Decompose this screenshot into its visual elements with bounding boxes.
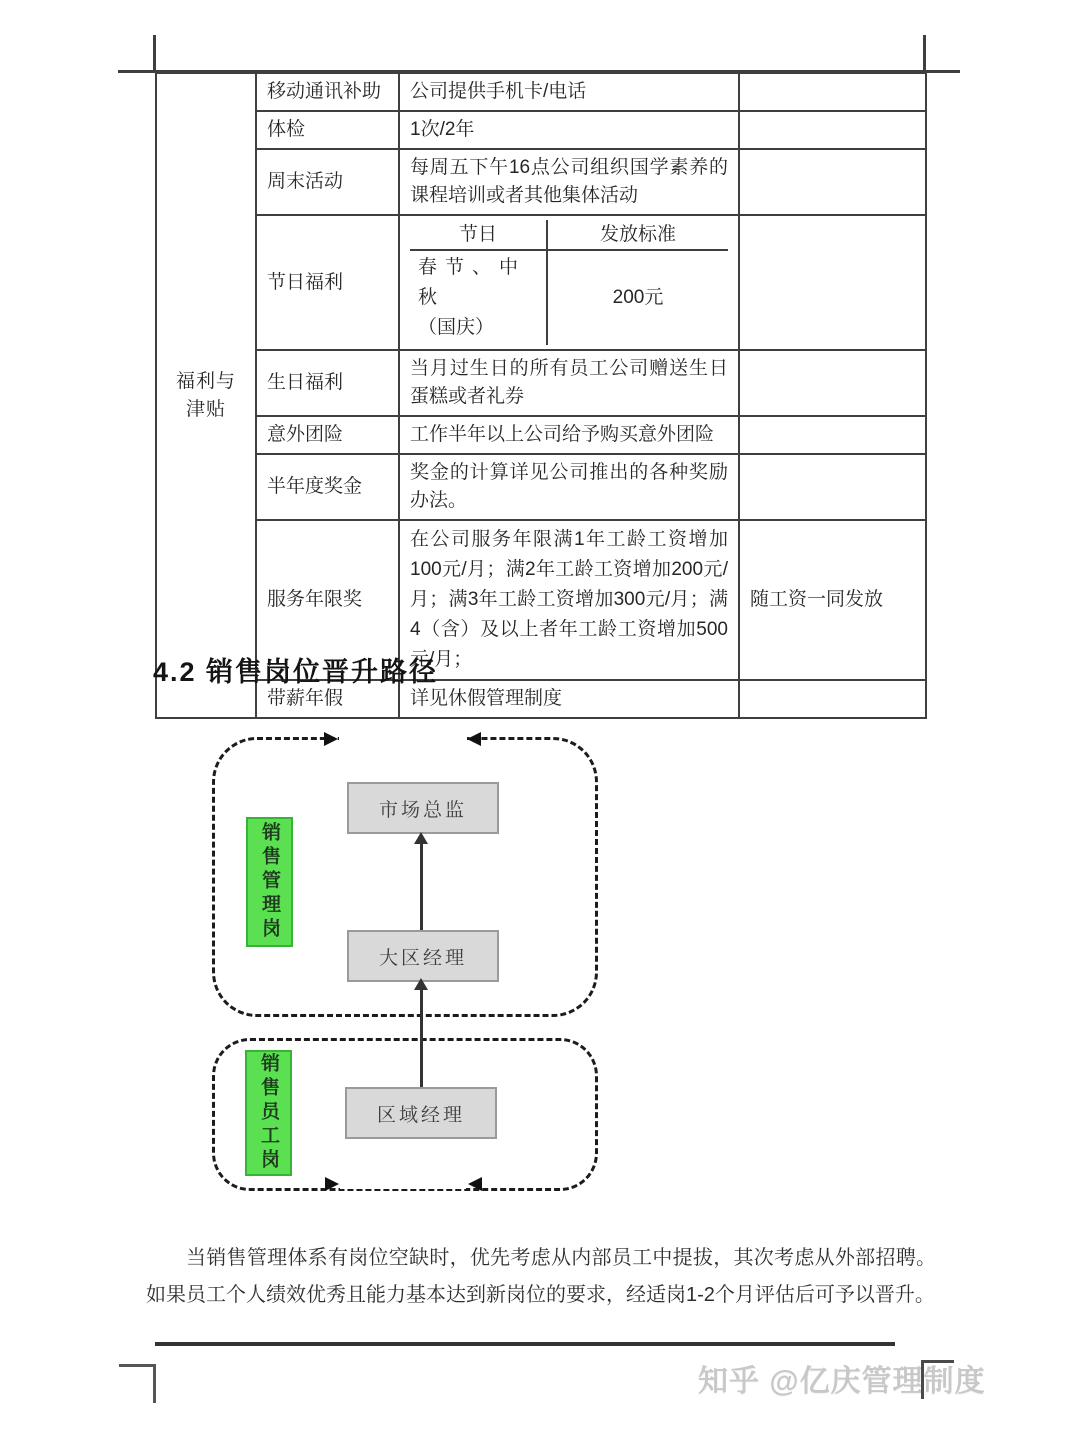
description-cell: 详见休假管理制度 [399, 680, 739, 718]
note-cell [739, 111, 926, 149]
staff-group-box [245, 1050, 292, 1176]
border-gap-patch [339, 733, 467, 744]
section-heading: 4.2 销售岗位晋升路径 [153, 657, 439, 687]
page-bottom-rule [155, 1342, 895, 1346]
note-cell [739, 73, 926, 111]
promotion-arrow-line [420, 988, 423, 1087]
loop-arrow-right-icon [324, 732, 338, 746]
festival-line2: （国庆） [418, 317, 495, 338]
management-group-label: 销售管理岗 [259, 822, 280, 942]
staff-group-label: 销售员工岗 [258, 1053, 279, 1173]
festival-value [410, 251, 548, 345]
promotion-arrow-line [420, 842, 423, 930]
description-cell: 公司提供手机卡/电话 [399, 73, 739, 111]
watermark: 知乎 @亿庆管理制度 [698, 1365, 986, 1398]
description-cell: 在公司服务年限满1年工龄工资增加100元/月；满2年工龄工资增加200元/月；满3年工龄工资增加300元/月；满4（含）及以上者年工龄工资增加500元/月； [399, 520, 739, 680]
category-cell: 福利与津贴 [156, 73, 256, 718]
note-cell [739, 149, 926, 215]
item-cell: 节日福利 [256, 215, 399, 350]
item-cell: 带薪年假 [256, 680, 399, 718]
district-manager-node: 区域经理 [345, 1087, 497, 1139]
note-cell [739, 454, 926, 520]
management-group-box [246, 817, 293, 947]
item-cell: 移动通讯补助 [256, 73, 399, 111]
description-cell: 奖金的计算详见公司推出的各种奖励办法。 [399, 454, 739, 520]
festival-line1: 春节、中秋 [418, 257, 527, 308]
border-gap-patch [340, 1178, 466, 1189]
table-row [156, 215, 926, 350]
market-director-node: 市场总监 [347, 782, 499, 834]
loop-arrow-left-icon [468, 1177, 482, 1191]
item-cell: 周末活动 [256, 149, 399, 215]
table-row [156, 416, 926, 454]
arrow-up-icon [414, 832, 428, 844]
description-cell: 工作半年以上公司给予购买意外团险 [399, 416, 739, 454]
table-row [156, 149, 926, 215]
table-row [156, 454, 926, 520]
item-cell: 体检 [256, 111, 399, 149]
table-row [156, 73, 926, 111]
note-cell [739, 416, 926, 454]
loop-arrow-right-icon [325, 1177, 339, 1191]
festival-header: 节日 [410, 220, 548, 251]
table-row [156, 111, 926, 149]
benefits-table [155, 72, 927, 719]
note-cell [739, 680, 926, 718]
note-cell [739, 215, 926, 350]
item-cell: 半年度奖金 [256, 454, 399, 520]
description-cell: 每周五下午16点公司组织国学素养的课程培训或者其他集体活动 [399, 149, 739, 215]
item-cell: 意外团险 [256, 416, 399, 454]
item-cell: 生日福利 [256, 350, 399, 416]
festival-subtable [410, 220, 728, 345]
table-row [156, 350, 926, 416]
table-left-continuation-mark [153, 35, 156, 72]
loop-arrow-left-icon [467, 732, 481, 746]
note-cell: 随工资一同发放 [739, 520, 926, 680]
note-cell [739, 350, 926, 416]
page-corner-mark [119, 1364, 156, 1403]
arrow-up-icon [414, 978, 428, 990]
description-cell: 当月过生日的所有员工公司赠送生日蛋糕或者礼券 [399, 350, 739, 416]
page-corner-mark [921, 1360, 954, 1399]
promotion-policy-paragraph: 当销售管理体系有岗位空缺时，优先考虑从内部员工中提拔，其次考虑从外部招聘。如果员工个人绩效优秀且能力基本达到新岗位的要求，经适岗1-2个月评估后可予以晋升。 [146, 1247, 936, 1306]
festival-subtable-cell [399, 215, 739, 350]
standard-header: 发放标准 [548, 220, 728, 251]
region-manager-node: 大区经理 [347, 930, 499, 982]
item-cell: 服务年限奖 [256, 520, 399, 680]
description-cell: 1次/2年 [399, 111, 739, 149]
festival-amount: 200元 [612, 287, 664, 308]
table-right-continuation-mark [923, 35, 926, 72]
